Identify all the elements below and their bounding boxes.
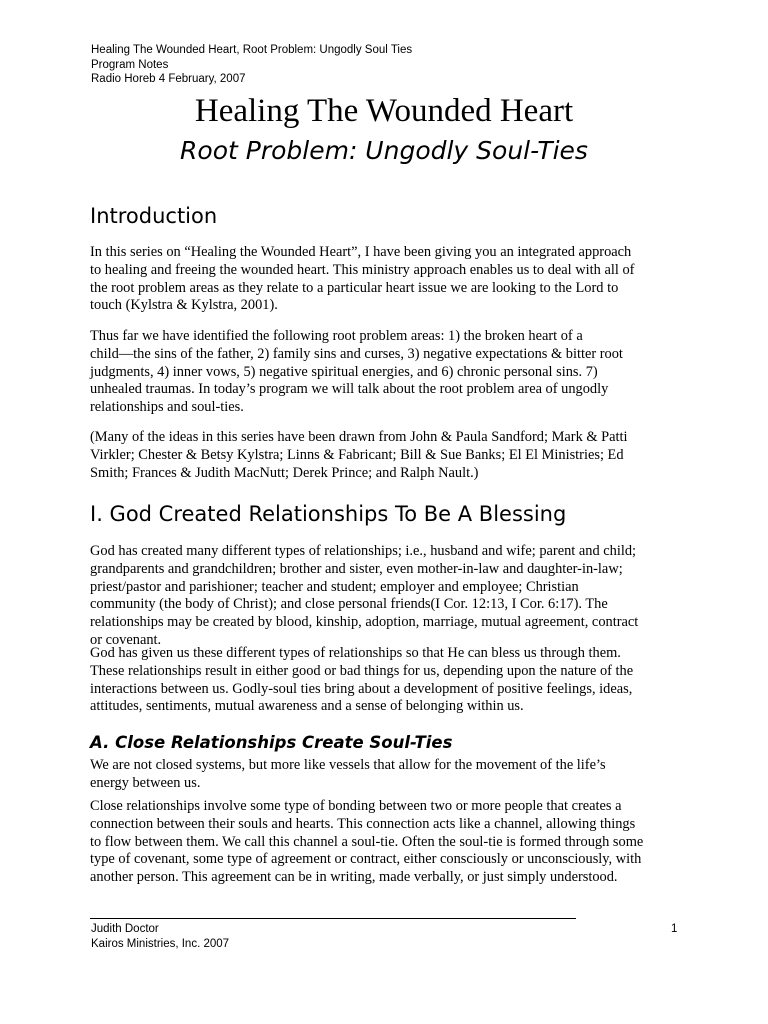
page-number: 1 [671,923,678,935]
text-line: God has created many different types of relationships; i.e., husband and wife; parent and child; [90,543,637,559]
text-line: judgments, 4) inner vows, 5) negative spiritual energies, and 6) chronic personal sins. 7) [90,363,598,380]
text-line: grandparents and grandchildren; brother and sister, even mother-in-law and daughter-in-law; [90,560,623,577]
page-title: Healing The Wounded Heart [194,93,574,129]
text-line: Close relationships involve some type of bonding between two or more people that creates a [90,798,622,814]
page-subtitle: Root Problem: Ungodly Soul-Ties [180,136,588,165]
text-line: These relationships result in either good or bad things for us, depending upon the nature of the [90,662,634,679]
text-line: In this series on “Healing the Wounded Heart”, I have been giving you an integrated approach [90,244,632,260]
text-line: to flow between them. We call this channel a soul-tie. Often the soul-tie is formed through some [90,833,644,850]
section-heading-introduction: Introduction [90,204,218,228]
subsection-a-paragraph-2 [90,798,690,887]
text-line: to healing and freeing the wounded heart. This ministry approach enables us to deal with all of [90,261,635,278]
text-line: community (the body of Christ); and close personal friends(I Cor. 12:13, I Cor. 6:17). The [90,596,608,613]
footer-line: Judith Doctor [91,923,159,935]
text-line: relationships and soul-ties. [90,399,244,416]
header-line: Program Notes [91,58,169,71]
intro-paragraph-3 [90,429,690,482]
text-line: touch (Kylstra & Kylstra, 2001). [90,297,278,314]
section-heading-1: I. God Created Relationships To Be A Blessing [90,502,567,526]
text-line: or covenant. [90,631,162,648]
text-line: connection between their souls and hearts. This connection acts like a channel, allowing things [90,815,636,832]
header-line: Radio Horeb 4 February, 2007 [91,73,246,85]
text-line: Virkler; Chester & Betsy Kylstra; Linns & Fabricant; Bill & Sue Banks; El El Ministries; Ed [90,446,624,463]
footer-line: Kairos Ministries, Inc. 2007 [91,937,230,950]
text-line: Smith; Frances & Judith MacNutt; Derek Prince; and Ralph Nault.) [90,464,479,481]
text-line: attitudes, sentiments, mutual awareness and a sense of belonging within us. [90,698,524,715]
section1-paragraph-1 [90,543,690,650]
subsection-a-paragraph-1 [90,757,690,793]
text-line: Thus far we have identified the following root problem areas: 1) the broken heart of a [90,328,583,344]
text-line: God has given us these different types of relationships so that He can bless us through them. [90,645,621,661]
intro-paragraph-1 [90,244,690,315]
text-line: the root problem areas as they relate to a particular heart issue we are looking to the Lord to [90,279,619,296]
text-line: child—the sins of the father, 2) family sins and curses, 3) negative expectations & bitter root [90,345,623,362]
text-line: interactions between us. Godly-soul ties bring about a development of positive feelings, ideas, [90,680,633,697]
footer-divider [90,918,576,919]
running-footer [91,922,229,951]
text-line: another person. This agreement can be in writing, made verbally, or just simply understood. [90,869,618,886]
intro-paragraph-2 [90,328,690,417]
running-header [91,43,412,87]
subsection-heading-a: A. Close Relationships Create Soul-Ties [90,733,453,752]
text-line: (Many of the ideas in this series have been drawn from John & Paula Sandford; Mark & Patti [90,429,628,445]
text-line: relationships may be created by blood, kinship, adoption, marriage, mutual agreement, contract [90,614,639,631]
text-line: energy between us. [90,774,201,791]
text-line: unhealed traumas. In today’s program we will talk about the root problem area of ungodly [90,381,609,398]
text-line: We are not closed systems, but more like vessels that allow for the movement of the life’s [90,757,606,773]
header-line: Healing The Wounded Heart, Root Problem: Ungodly Soul Ties [91,44,413,56]
section1-paragraph-2 [90,645,690,716]
text-line: priest/pastor and parishioner; teacher and student; employer and employee; Christian [90,578,579,595]
text-line: type of covenant, some type of agreement or contract, either consciously or unconsciously, with [90,851,642,868]
